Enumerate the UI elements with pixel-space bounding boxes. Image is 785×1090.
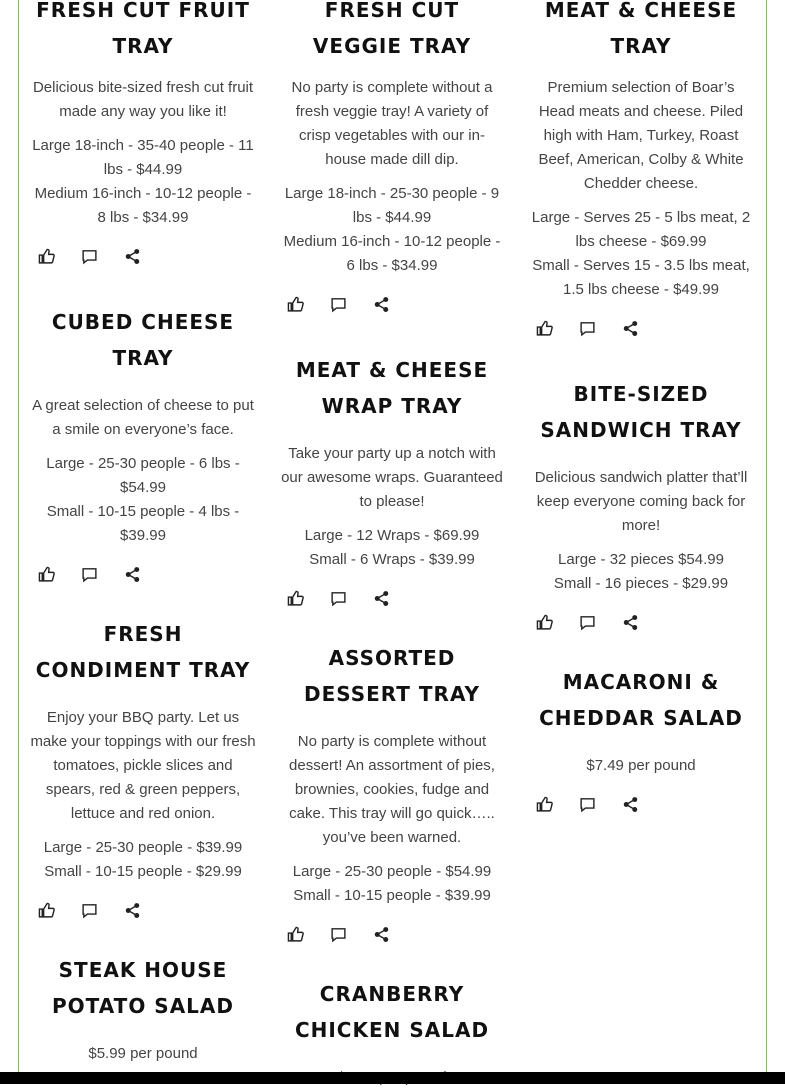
item-title: FRESH CUT VEGGIE TRAY	[312, 0, 472, 58]
item-title: ASSORTED DESSERT TRAY	[303, 646, 481, 706]
like-button[interactable]	[287, 296, 304, 313]
menu-item-card	[279, 0, 505, 313]
share-button[interactable]	[622, 796, 639, 813]
bottom-bar	[0, 1072, 785, 1084]
share-icon	[124, 902, 141, 919]
share-button[interactable]	[373, 590, 390, 607]
like-button[interactable]	[38, 902, 55, 919]
like-button[interactable]	[38, 566, 55, 583]
comment-icon	[579, 796, 596, 813]
menu-item-card	[30, 0, 256, 265]
share-icon	[622, 614, 639, 631]
share-button[interactable]	[622, 614, 639, 631]
share-icon	[373, 296, 390, 313]
item-description: Take your party up a notch with our awesome wraps. Guaranteed to please!	[281, 445, 503, 510]
thumbs-up-icon	[536, 614, 553, 631]
share-button[interactable]	[124, 902, 141, 919]
comment-button[interactable]	[579, 614, 596, 631]
item-description: No party is complete without dessert! An assortment of pies, brownies, cookies, fudge and cake. This tray will go quick….. you’ve been warned.	[289, 733, 495, 846]
item-prices: Large - 25-30 people - 6 lbs - $54.99 Small - 10-15 people - 4 lbs - $39.99	[46, 455, 240, 544]
like-button[interactable]	[536, 320, 553, 337]
thumbs-up-icon	[38, 902, 55, 919]
item-prices: Large 18-inch - 25-30 people - 9 lbs - $44.99 Medium 16-inch - 10-12 people - 6 lbs - $34.99	[283, 185, 501, 274]
like-button[interactable]	[287, 926, 304, 943]
comment-button[interactable]	[81, 566, 98, 583]
item-description: $5.99 per pound	[88, 1045, 198, 1062]
menu-item-card	[30, 616, 256, 919]
menu-item-card	[279, 640, 505, 943]
thumbs-up-icon	[287, 296, 304, 313]
comment-icon	[81, 902, 98, 919]
item-title: MEAT & CHEESE WRAP TRAY	[295, 358, 489, 418]
item-title: MEAT & CHEESE TRAY	[544, 0, 738, 58]
comment-button[interactable]	[330, 590, 347, 607]
share-icon	[124, 566, 141, 583]
item-prices: Large 18-inch - 35-40 people - 11 lbs - $44.99 Medium 16-inch - 10-12 people - 8 lbs - $34.99	[32, 137, 254, 226]
menu-item-card	[30, 952, 256, 1066]
item-description: Premium selection of Boar’s Head meats and cheese. Piled high with Ham, Turkey, Roast Beef, American, Colby & White Chedder cheese.	[538, 79, 744, 192]
item-description: Enjoy your BBQ party. Let us make your toppings with our fresh tomatoes, pickle slices and spears, red & green peppers, lettuce and red onion.	[30, 709, 256, 822]
item-title: BITE-SIZED SANDWICH TRAY	[540, 382, 742, 442]
item-description: $7.49 per pound	[586, 757, 696, 774]
like-button[interactable]	[536, 614, 553, 631]
share-button[interactable]	[622, 320, 639, 337]
comment-icon	[330, 926, 347, 943]
share-button[interactable]	[124, 248, 141, 265]
item-title: FRESH CONDIMENT TRAY	[35, 622, 251, 682]
comment-button[interactable]	[579, 320, 596, 337]
item-title: FRESH CUT FRUIT TRAY	[36, 0, 250, 58]
thumbs-up-icon	[38, 566, 55, 583]
thumbs-up-icon	[287, 926, 304, 943]
menu-item-card	[30, 304, 256, 583]
item-title: CUBED CHEESE TRAY	[51, 310, 235, 370]
comment-button[interactable]	[330, 296, 347, 313]
share-button[interactable]	[373, 296, 390, 313]
item-prices: Large - Serves 25 - 5 lbs meat, 2 lbs cheese - $69.99 Small - Serves 15 - 3.5 lbs meat, 1.5 lbs cheese - $49.99	[531, 209, 751, 298]
menu-item-card	[528, 664, 754, 813]
share-icon	[373, 926, 390, 943]
menu-item-card	[528, 376, 754, 631]
comment-icon	[579, 614, 596, 631]
share-icon	[622, 796, 639, 813]
item-title: CRANBERRY CHICKEN SALAD	[294, 982, 490, 1042]
comment-icon	[330, 590, 347, 607]
comment-button[interactable]	[330, 926, 347, 943]
item-description: Delicious bite-sized fresh cut fruit made any way you like it!	[32, 79, 254, 120]
comment-icon	[579, 320, 596, 337]
item-prices: Large - 25-30 people - $39.99 Small - 10-15 people - $29.99	[43, 839, 243, 880]
like-button[interactable]	[38, 248, 55, 265]
like-button[interactable]	[287, 590, 304, 607]
share-button[interactable]	[124, 566, 141, 583]
item-prices: Large - 12 Wraps - $69.99 Small - 6 Wraps - $39.99	[304, 527, 480, 568]
share-icon	[124, 248, 141, 265]
item-description: A great selection of cheese to put a smile on everyone’s face.	[32, 397, 254, 438]
item-prices: Large - 32 pieces $54.99 Small - 16 pieces - $29.99	[553, 551, 729, 592]
thumbs-up-icon	[536, 796, 553, 813]
item-description: Delicious sandwich platter that’ll keep everyone coming back for more!	[534, 469, 748, 534]
share-icon	[373, 590, 390, 607]
item-description: No party is complete without a fresh veggie tray! A variety of crisp vegetables with our in-house made dill dip.	[291, 79, 493, 168]
item-prices: Large - 25-30 people - $54.99 Small - 10-15 people - $39.99	[292, 863, 492, 904]
menu-item-card	[528, 0, 754, 337]
like-button[interactable]	[536, 796, 553, 813]
comment-button[interactable]	[81, 248, 98, 265]
thumbs-up-icon	[536, 320, 553, 337]
item-title: MACARONI & CHEDDAR SALAD	[539, 670, 743, 730]
share-icon	[622, 320, 639, 337]
item-title: STEAK HOUSE POTATO SALAD	[52, 958, 234, 1018]
comment-icon	[330, 296, 347, 313]
comment-icon	[81, 566, 98, 583]
thumbs-up-icon	[287, 590, 304, 607]
comment-button[interactable]	[81, 902, 98, 919]
share-button[interactable]	[373, 926, 390, 943]
thumbs-up-icon	[38, 248, 55, 265]
comment-icon	[81, 248, 98, 265]
menu-item-card	[279, 352, 505, 607]
comment-button[interactable]	[579, 796, 596, 813]
